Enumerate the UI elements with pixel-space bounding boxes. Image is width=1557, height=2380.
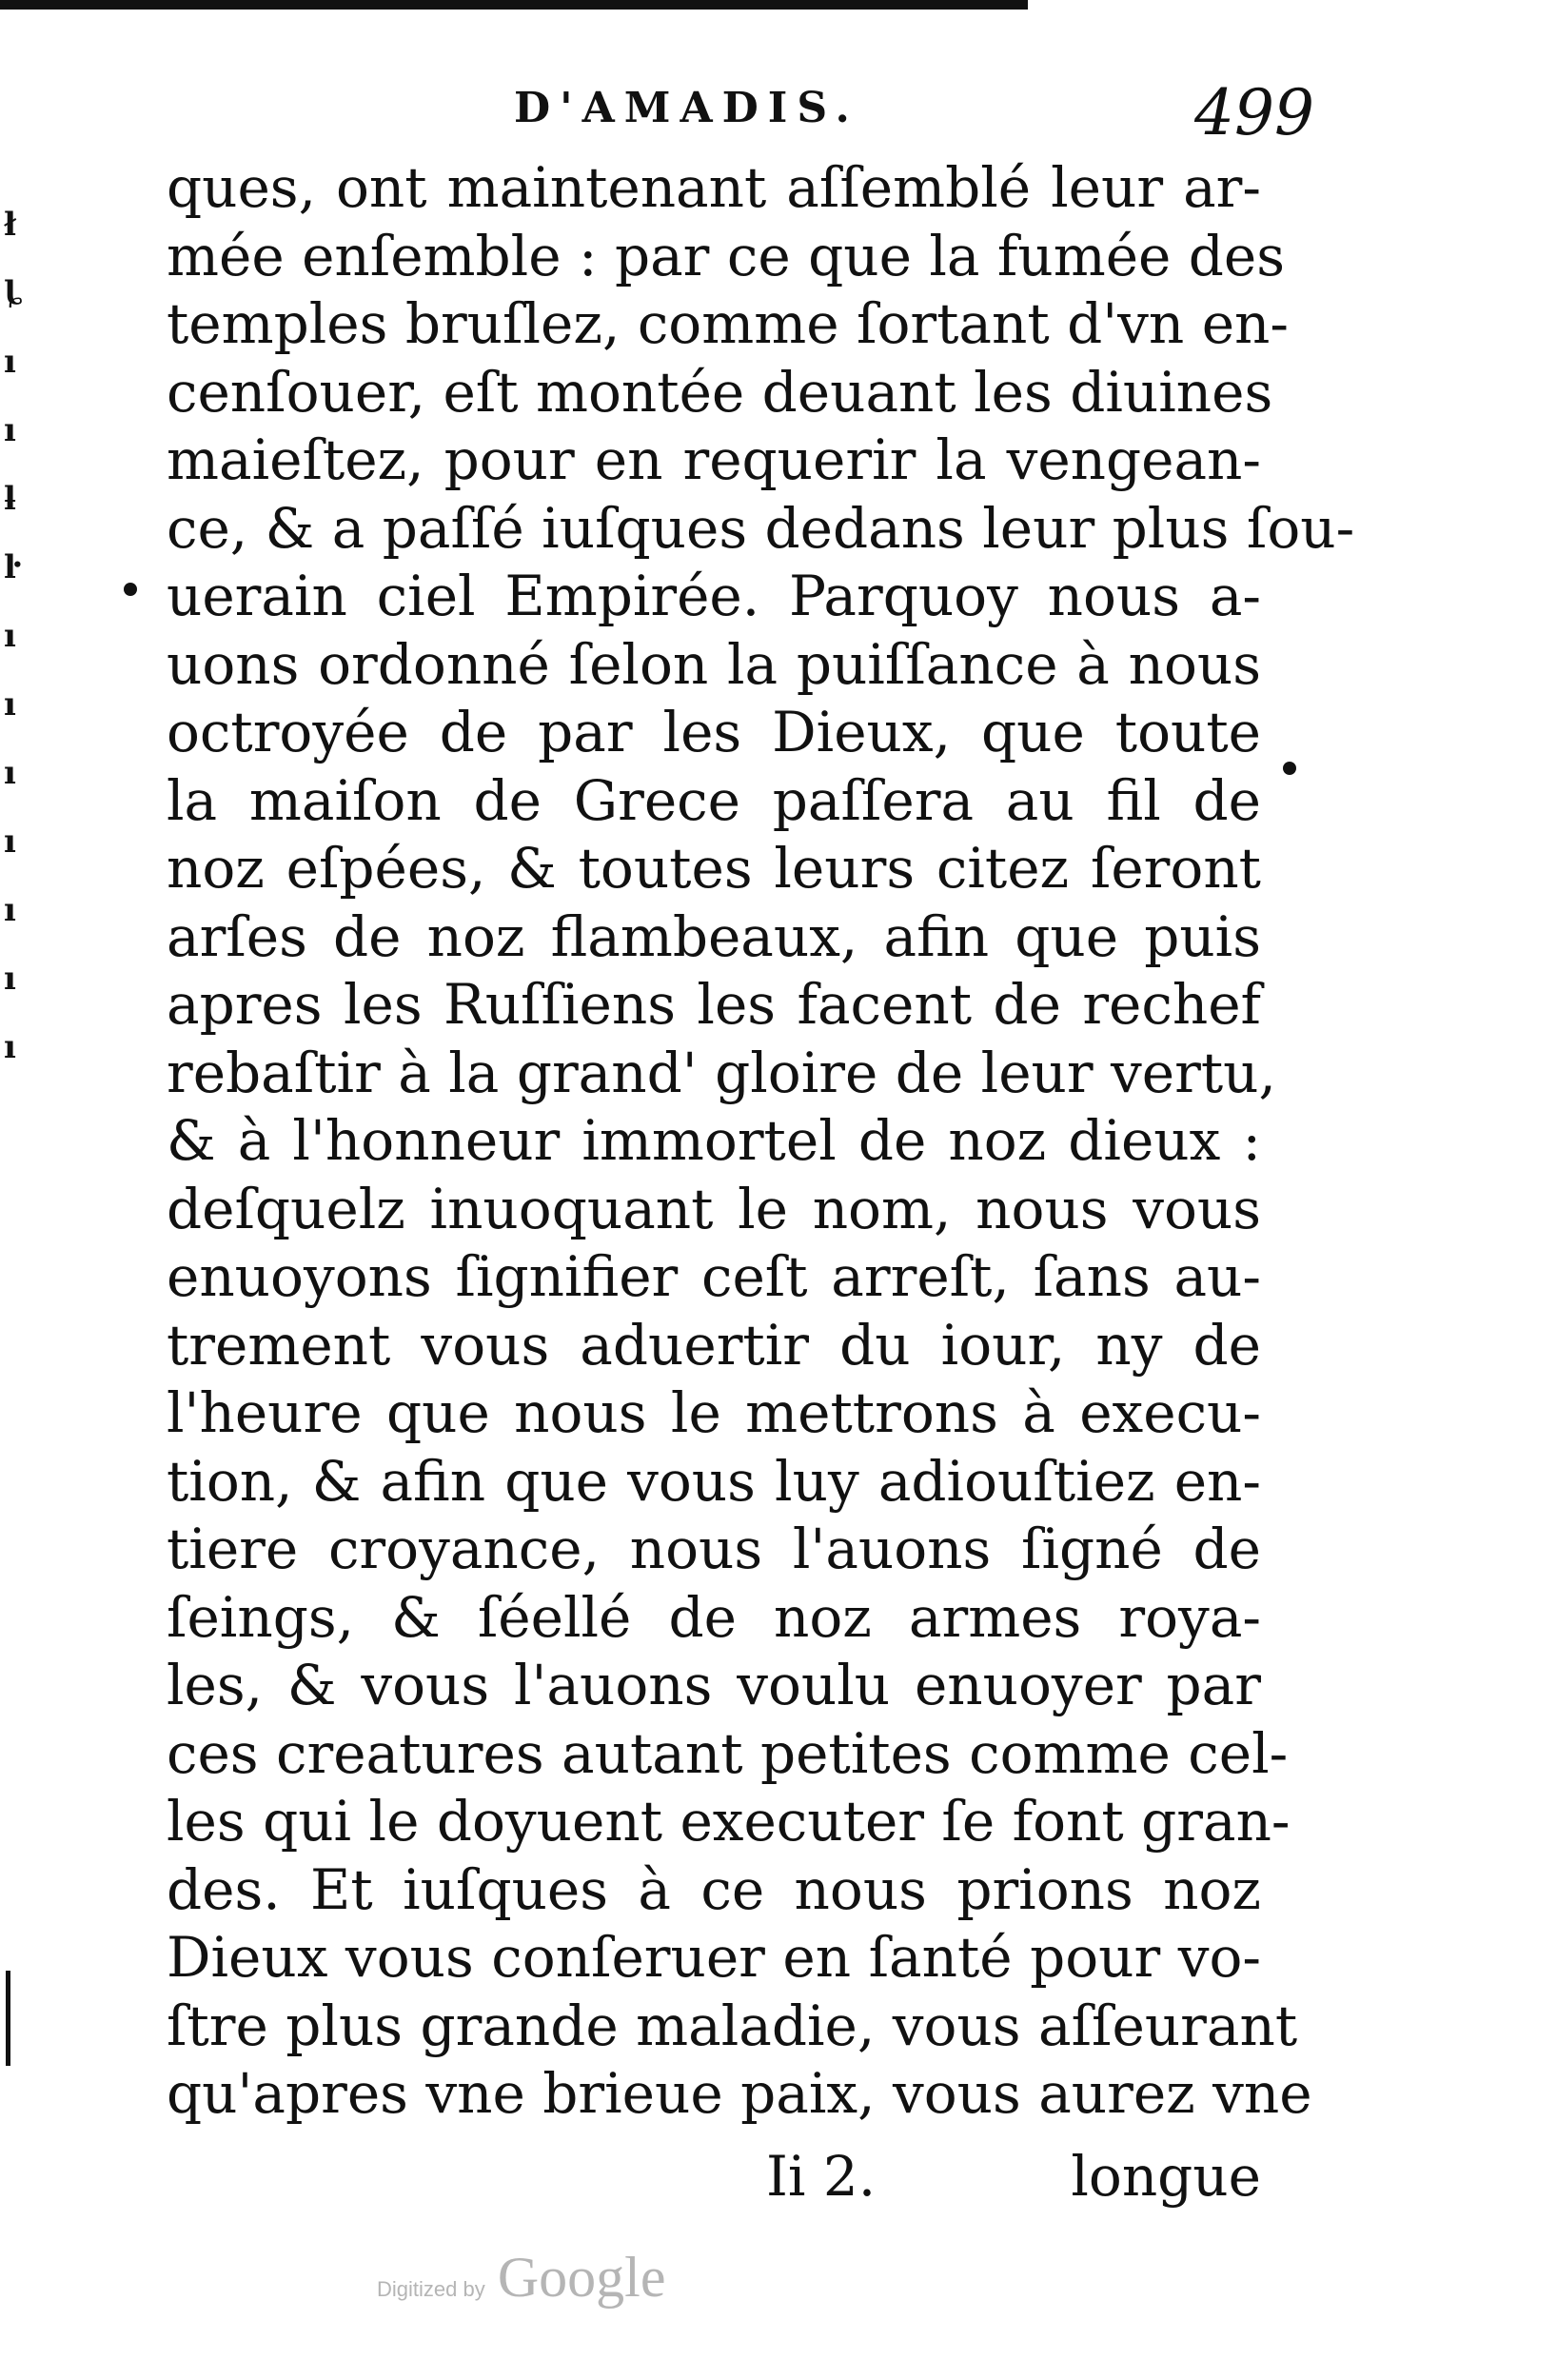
text-line: noz eſpées, & toutes leurs citez ſeront: [167, 836, 1261, 901]
text-line: uerain ciel Empirée. Parquoy nous a-: [167, 564, 1261, 628]
margin-mark: ı: [4, 754, 16, 792]
text-line: enuoyons ſignifier ceſt arreſt, ſans au-: [167, 1244, 1261, 1309]
margin-mark: ı: [4, 1028, 16, 1066]
text-line: deſquelz inuoquant le nom, nous vous: [167, 1176, 1261, 1241]
top-edge-rule-thin: [457, 0, 990, 4]
margin-mark: ı: [4, 685, 16, 724]
margin-mark: ŀ: [4, 548, 16, 586]
margin-dot-right: [1283, 762, 1296, 775]
left-edge-mark: [6, 1971, 10, 2066]
text-line: uons ordonné ſelon la puiſſance à nous: [167, 631, 1261, 697]
text-line: apres les Ruſſiens les facent de rechef: [167, 972, 1261, 1037]
margin-mark: ı: [4, 343, 16, 381]
text-line: cenſouer, eſt montée deuant les diuines: [167, 359, 1273, 425]
text-line: rebaſtir à la grand' gloire de leur vertu,: [167, 1040, 1276, 1105]
text-line: qu'apres vne brieue paix, vous aurez vne: [167, 2061, 1312, 2126]
text-line: des. Et iuſques à ce nous prions noz: [167, 1856, 1261, 1922]
text-line: trement vous aduertir du iour, ny de: [167, 1312, 1261, 1378]
running-title: D'AMADIS.: [514, 84, 859, 132]
text-line: temples bruſlez, comme ſortant d'vn en-: [167, 291, 1289, 356]
text-line: les qui le doyuent executer ſe font gran-: [167, 1789, 1291, 1854]
text-line: tion, & afin que vous luy adiouſtiez en-: [167, 1448, 1261, 1514]
text-line: la maiſon de Grece paſſera au fil de: [167, 767, 1261, 833]
google-logo: Google: [497, 2246, 666, 2309]
left-margin-bleedthrough: [4, 190, 32, 1081]
digitized-watermark: [377, 2245, 665, 2311]
margin-mark: ı: [4, 823, 16, 861]
margin-mark: ı: [4, 891, 16, 929]
margin-dot-left: [124, 583, 137, 596]
text-line: mée enſemble : par ce que la fumée des: [167, 223, 1286, 288]
text-line: arſes de noz flambeaux, afin que puis: [167, 903, 1261, 969]
text-line: octroyée de par les Dieux, que toute: [167, 700, 1261, 764]
margin-mark: ı: [4, 617, 16, 655]
text-line: Dieux vous conſeruer en ſanté pour vo-: [167, 1925, 1261, 1990]
body-text: [167, 154, 1355, 2129]
text-line: ſeings, & ſéellé de noz armes roya-: [167, 1584, 1261, 1650]
text-line: maieſtez, pour en requerir la vengean-: [167, 427, 1261, 492]
margin-mark: ı: [4, 411, 16, 449]
footer-row: [167, 2144, 1261, 2220]
signature-mark: Ii 2.: [766, 2144, 877, 2209]
margin-mark: ȴ: [4, 274, 23, 312]
catchword: longue: [1071, 2144, 1261, 2209]
page-number: 499: [1194, 76, 1314, 149]
text-line: les, & vous l'auons voulu enuoyer par: [167, 1653, 1261, 1717]
margin-mark: ƚ: [4, 480, 16, 518]
text-line: l'heure que nous le mettrons à execu-: [167, 1380, 1261, 1445]
margin-mark: ł: [4, 206, 17, 244]
text-line: ce, & a paſſé iuſques dedans leur plus ſou-: [167, 495, 1355, 561]
text-line: ſtre plus grande maladie, vous aſſeurant: [167, 1993, 1298, 2058]
text-line: ques, ont maintenant aſſemblé leur ar-: [167, 155, 1261, 220]
text-line: ces creatures autant petites comme cel-: [167, 1720, 1289, 1786]
text-line: & à l'honneur immortel de noz dieux :: [167, 1108, 1261, 1173]
text-line: tiere croyance, nous l'auons ſigné de: [167, 1517, 1261, 1581]
margin-mark: ı: [4, 960, 16, 998]
watermark-prefix: Digitized by: [377, 2277, 485, 2301]
